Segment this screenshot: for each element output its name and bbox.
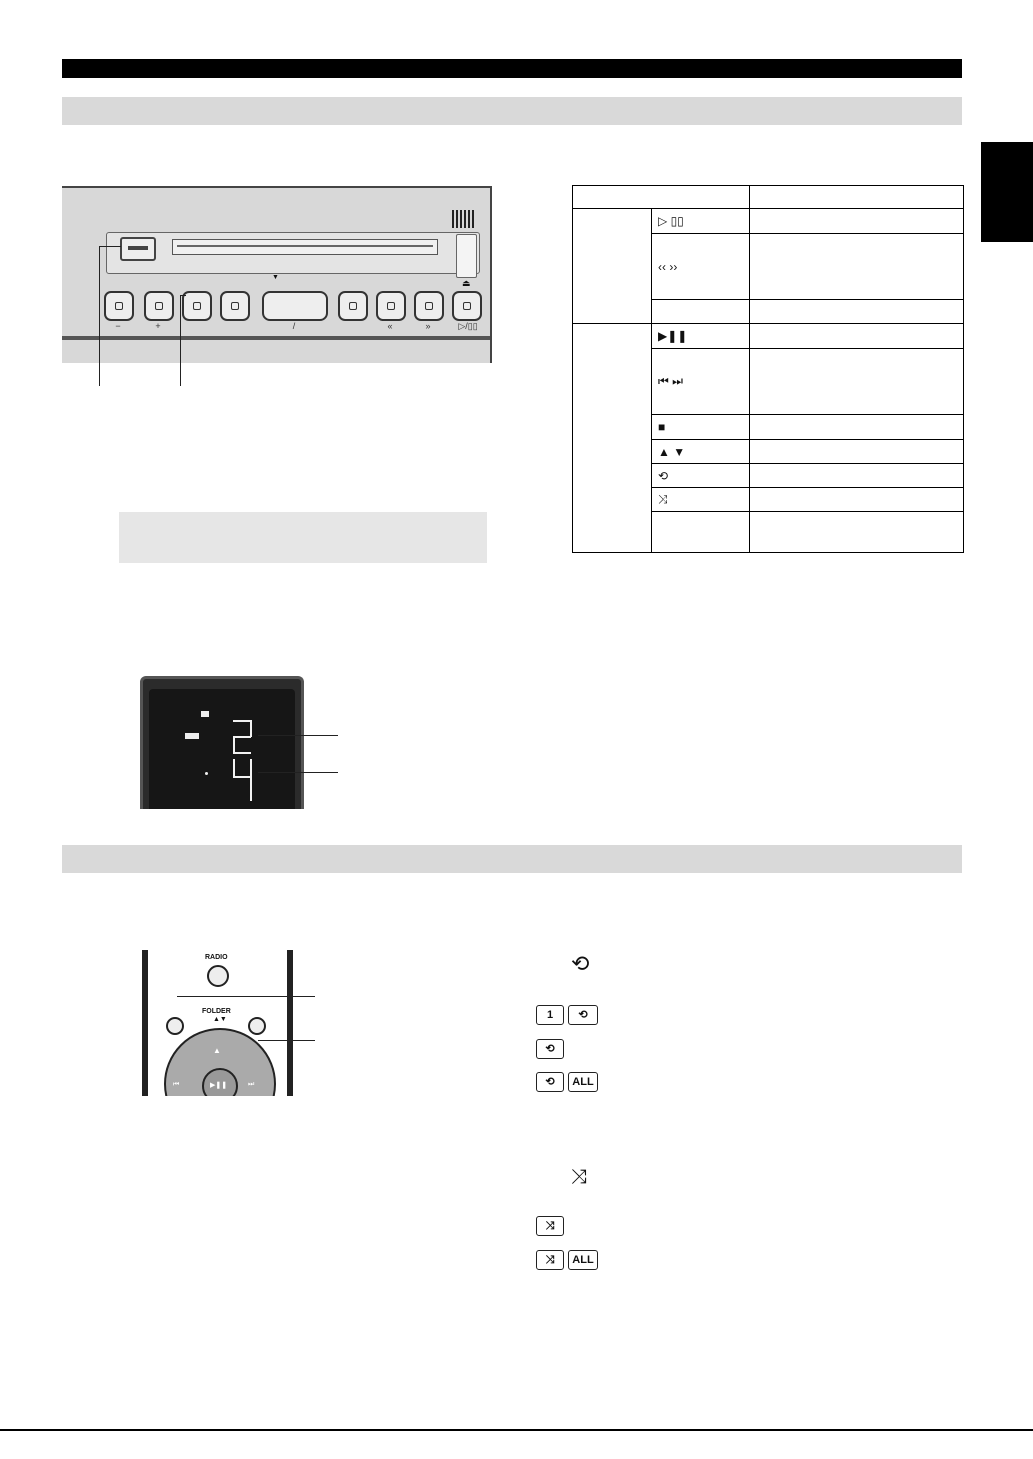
skip-icon: ⏮ ⏭ <box>658 374 683 388</box>
play-pause-outline-icon: ▷ ▯▯ <box>658 214 684 228</box>
shuffle-icon: ⤨ <box>536 1216 564 1236</box>
leader-line <box>258 735 338 736</box>
up-down-icon: ▲▼ <box>213 1016 227 1023</box>
prev-icon: ⏮ <box>173 1081 180 1088</box>
panel-button-7 <box>414 291 444 321</box>
leader-line <box>177 996 315 997</box>
leader-line <box>180 295 181 386</box>
leader-line <box>180 295 186 296</box>
repeat-all-badge: ALL <box>568 1072 598 1092</box>
radio-label: RADIO <box>205 954 228 961</box>
shuffle-icon: ⤨ <box>536 1250 564 1270</box>
stop-icon: ■ <box>658 420 666 434</box>
usb-indicator <box>185 733 199 739</box>
panel-button-6 <box>376 291 406 321</box>
up-down-icon: ▲ ▼ <box>658 444 686 459</box>
leader-line <box>99 246 121 247</box>
shuffle-all-badge: ALL <box>568 1250 598 1270</box>
shuffle-icon: ⤨ <box>571 1166 587 1188</box>
label-minus: − <box>115 321 121 331</box>
next-icon: ⏭ <box>248 1081 255 1088</box>
leader-line <box>99 246 100 386</box>
play-pause-icon: ▶❚❚ <box>210 1082 228 1089</box>
panel-button-2 <box>144 291 174 321</box>
panel-button-1 <box>104 291 134 321</box>
panel-button-5 <box>338 291 368 321</box>
play-indicator <box>201 711 209 717</box>
repeat-icon: ⟲ <box>536 1072 564 1092</box>
section-header-bar-2 <box>62 845 962 873</box>
skip-outline-icon: ‹‹ ›› <box>658 259 678 274</box>
eject-button <box>456 234 477 278</box>
tray-marker: ▼ <box>272 274 279 281</box>
leader-line <box>258 772 338 773</box>
label-rewind: « <box>387 321 393 331</box>
repeat-icon: ⟲ <box>658 468 669 483</box>
shuffle-icon: ⤨ <box>658 492 668 506</box>
panel-button-4 <box>220 291 250 321</box>
shuffle-button <box>248 1017 266 1035</box>
leader-line <box>258 1040 315 1041</box>
front-panel-illustration <box>62 186 492 363</box>
disc-slot <box>172 239 438 255</box>
eject-icon: ⏏ <box>462 278 471 288</box>
remote-illustration <box>140 950 295 1096</box>
label-plus: + <box>155 321 161 331</box>
label-forward: » <box>425 321 431 331</box>
section-header-bar-1 <box>62 97 962 125</box>
note-box <box>119 512 487 563</box>
repeat-icon: ⟲ <box>571 951 590 976</box>
repeat-icon: ⟲ <box>568 1005 598 1025</box>
controls-table <box>572 185 964 553</box>
label-play-pause: ▷/▯▯ <box>458 321 478 331</box>
play-pause-icon: ▶❚❚ <box>658 329 688 343</box>
panel-button-8 <box>452 291 482 321</box>
bottom-rule <box>0 1429 1033 1431</box>
repeat-icon: ⟲ <box>536 1039 564 1059</box>
folder-label: FOLDER <box>202 1008 231 1015</box>
usb-port-icon <box>120 237 156 261</box>
panel-button-3 <box>182 291 212 321</box>
display-illustration <box>140 676 304 809</box>
indicator-dot <box>205 772 208 775</box>
language-tab <box>981 142 1033 242</box>
label-slash: / <box>292 321 296 331</box>
top-rule <box>62 59 962 78</box>
repeat-button <box>166 1017 184 1035</box>
cd-logo-icon <box>452 210 474 228</box>
up-arrow-icon: ▲ <box>213 1046 221 1055</box>
panel-main-button <box>262 291 328 321</box>
repeat-one-badge: 1 <box>536 1005 564 1025</box>
panel-bottom-edge <box>62 336 490 340</box>
radio-button <box>207 965 229 987</box>
